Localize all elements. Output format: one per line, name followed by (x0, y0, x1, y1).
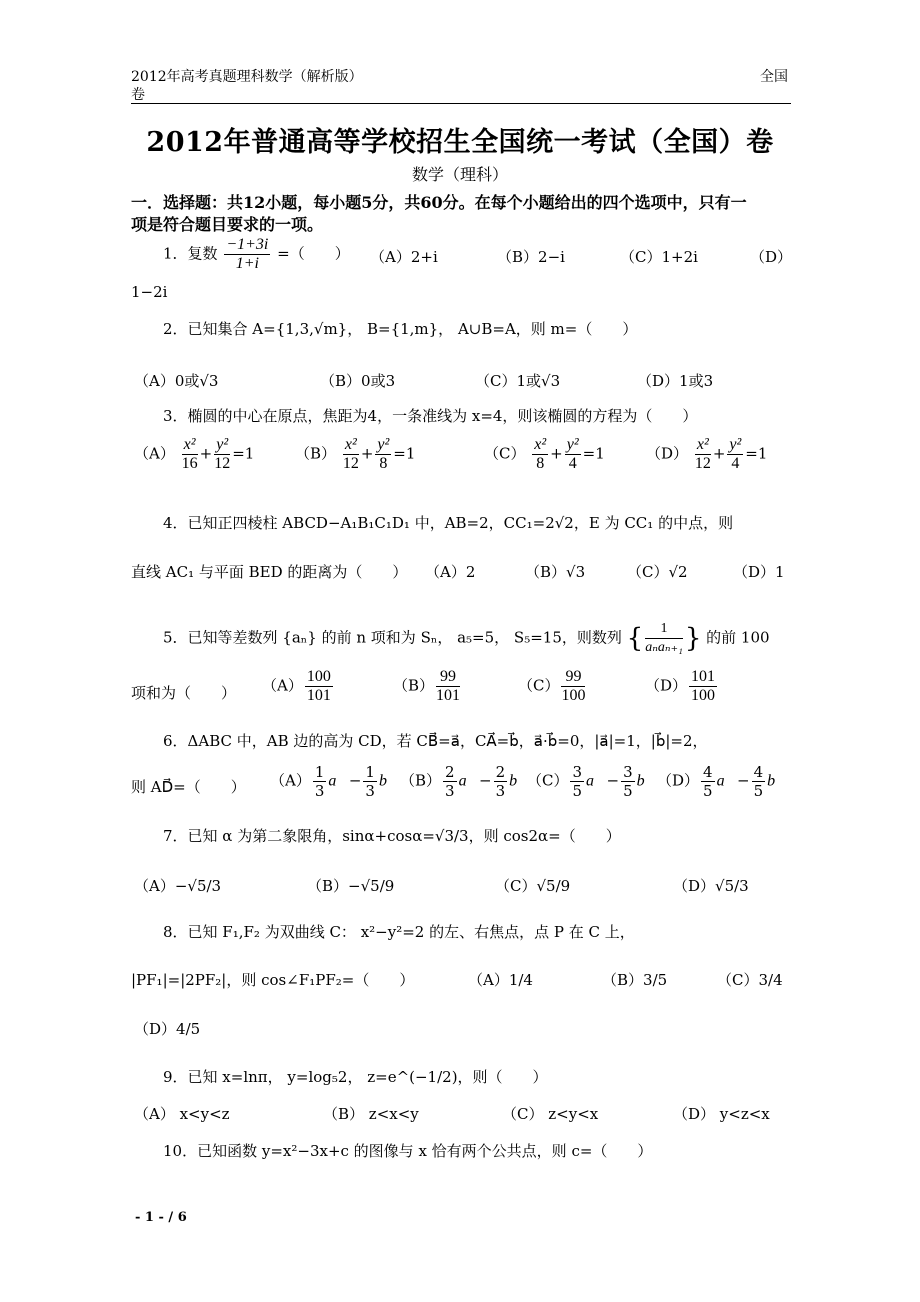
q1-suffix: =（ ） (277, 244, 350, 263)
q8-option-c: （C）3/4 (717, 971, 783, 989)
q7-option-a: （A）−√5/3 (134, 877, 222, 895)
q6-a-label: （A） (270, 771, 311, 790)
q3-b-n2: y² (377, 436, 390, 453)
q5-option-d (645, 668, 719, 705)
q5-brace-left: { (626, 623, 644, 654)
q9-option-b: （B） z<x<y (323, 1105, 419, 1123)
q9-option-c: （C） z<y<x (502, 1105, 599, 1123)
q3-b-label: （B） (295, 444, 337, 463)
q5-a-d: 101 (306, 687, 331, 704)
q5-d-n: 101 (691, 668, 716, 685)
q2-option-b: （B）0或3 (320, 372, 396, 390)
q5-a-label: （A） (262, 676, 303, 695)
question-10: 10．已知函数 y=x²−3x+c 的图像与 x 恰有两个公共点，则 c=（ ） (163, 1142, 653, 1160)
q1-option-c: （C）1+2i (620, 248, 698, 266)
question-6-line1: 6．ΔABC 中，AB 边的高为 CD，若 CB⃗=a⃗，CA⃗=b⃗，a⃗·b⃗=0，|a⃗|=1，|b⃗|=2， (163, 732, 708, 750)
q1-option-d-value: 1−2i (131, 283, 168, 301)
q6-a-va: a⃗ (328, 772, 349, 790)
q7-option-c: （C）√5/9 (495, 877, 571, 895)
q5-c-label: （C） (518, 676, 560, 695)
q6-d-n2: 4 (753, 763, 764, 781)
q6-c-d2: 5 (623, 782, 633, 800)
header-title: 2012年高考真题理科数学（解析版） (131, 69, 363, 85)
q6-c-vb: b⃗ (636, 772, 658, 790)
q1-option-b: （B）2−i (497, 248, 565, 266)
question-4-line1: 4．已知正四棱柱 ABCD−A₁B₁C₁D₁ 中，AB=2，CC₁=2√2，E 为 CC₁ 的中点，则 (163, 514, 734, 532)
q6-a-minus: − (348, 771, 362, 790)
q8-option-a: （A）1/4 (468, 971, 533, 989)
q1-fraction (224, 236, 270, 273)
question-4-line2: 直线 AC₁ 与平面 BED 的距离为（ ） (131, 563, 408, 581)
q6-a-n2: 1 (365, 763, 375, 781)
q6-c-minus: − (606, 771, 620, 790)
q6-d-minus: − (737, 771, 750, 790)
q6-c-n2: 3 (623, 763, 633, 781)
q3-d-n2: y² (729, 436, 742, 453)
q6-b-n1: 2 (445, 763, 455, 781)
q5-b-d: 101 (436, 687, 461, 704)
q3-a-d2: 12 (214, 455, 231, 472)
q6-b-d1: 3 (445, 782, 455, 800)
q3-c-label: （C） (484, 444, 526, 463)
q4-option-a: （A）2 (425, 563, 476, 581)
q6-b-va: a⃗ (458, 772, 480, 790)
header-rule (131, 103, 791, 104)
q3-option-b: （B） $\frac{\text{x²}}{12}$ + $\frac{\text{y²}}{8}$ =1 (295, 436, 416, 472)
question-8-line2: |PF₁|=|2PF₂|，则 cos∠F₁PF₂=（ ） (131, 971, 415, 989)
q5-frac-num: 1 (645, 620, 683, 639)
q7-option-d: （D）√5/3 (673, 877, 749, 895)
q6-d-label: （D） (657, 771, 700, 790)
q1-prefix: 1．复数 (163, 244, 218, 263)
question-6-line2: 则 AD⃗=（ ） (131, 778, 246, 796)
q3-a-n2: y² (214, 436, 230, 455)
question-7: 7．已知 α 为第二象限角，sinα+cosα=√3/3，则 cos2α=（ ） (163, 827, 621, 845)
page-subtitle: 数学（理科） (411, 165, 508, 184)
header-region: 全国 (760, 69, 788, 85)
question-5 (163, 620, 770, 657)
page-title: 2012年普通高等学校招生全国统一考试（全国）卷 (146, 127, 774, 158)
q2-option-a: （A）0或√3 (134, 372, 219, 390)
q6-option-c (527, 763, 657, 800)
q3-b-d2: 8 (379, 455, 388, 472)
q5-option-a (262, 668, 335, 705)
question-5-line2: 项和为（ ） (131, 684, 237, 702)
q1-option-d-label: （D） (750, 248, 793, 266)
q5-frac-den: aₙaₙ₊₁ (645, 640, 683, 655)
q6-b-minus: − (479, 771, 492, 790)
q3-a-label: （A） (134, 444, 175, 463)
q8-option-d: （D）4/5 (134, 1020, 201, 1038)
q3-d-eq: =1 (745, 444, 768, 463)
q3-d-n1: x² (695, 436, 711, 455)
q3-d-d1: 12 (694, 455, 711, 472)
question-9: 9．已知 x=lnπ， y=log₅2， z=e^(−1/2)，则（ ） (163, 1068, 548, 1086)
page-number: - 1 - / 6 (135, 1210, 187, 1225)
q1-num: −1+3i (226, 236, 269, 253)
q6-b-vb: b⃗ (509, 772, 530, 790)
q6-d-n1: 4 (703, 763, 713, 781)
header-title-cont: 卷 (131, 87, 145, 103)
question-1 (163, 236, 350, 273)
q9-option-d: （D） y<z<x (673, 1105, 770, 1123)
q6-d-d1: 5 (703, 782, 713, 800)
q3-a-d1: 16 (181, 455, 198, 472)
q5-a-n: 100 (306, 668, 331, 685)
q3-option-d: （D） $\frac{\text{x²}}{12}$ + $\frac{\text{y²}}{4}$ =1 (646, 436, 768, 472)
q5-d-label: （D） (645, 676, 688, 695)
q3-c-d1: 8 (536, 455, 545, 472)
q1-option-a: （A）2+i (370, 248, 438, 266)
q6-c-n1: 3 (572, 763, 583, 781)
q6-a-d2: 3 (365, 782, 375, 800)
question-8-line1: 8．已知 F₁,F₂ 为双曲线 C： x²−y²=2 的左、右焦点，点 P 在 C 上， (163, 923, 635, 941)
q6-option-b (400, 763, 530, 800)
q6-c-va: a⃗ (586, 772, 607, 790)
q3-a-eq: =1 (232, 444, 255, 463)
q6-a-vb: b⃗ (378, 772, 400, 790)
q3-option-c: （C） $\frac{\text{x²}}{8}$ + $\frac{\text{y²}}{4}$ =1 (484, 436, 605, 472)
q6-d-va: a⃗ (716, 772, 738, 790)
q3-c-eq: =1 (582, 444, 605, 463)
q3-b-d1: 12 (342, 455, 359, 472)
q3-d-label: （D） (646, 444, 689, 463)
q6-d-vb: b⃗ (767, 772, 788, 790)
q5-option-b (393, 668, 462, 705)
q5-d-d: 100 (691, 687, 716, 704)
q6-b-n2: 2 (495, 763, 506, 781)
q5-suffix: 的前 100 (706, 628, 770, 647)
q3-c-d2: 4 (568, 455, 577, 472)
q2-option-d: （D）1或3 (637, 372, 714, 390)
q3-d-d2: 4 (731, 455, 740, 472)
q3-a-n1: x² (182, 436, 198, 455)
q6-b-label: （B） (400, 771, 442, 790)
q5-option-c (518, 668, 587, 705)
q6-c-d1: 5 (572, 782, 583, 800)
q6-option-d (657, 763, 788, 800)
q1-den: 1+i (235, 255, 259, 272)
q8-option-b: （B）3/5 (602, 971, 668, 989)
q9-option-a: （A） x<y<z (134, 1105, 230, 1123)
q4-option-c: （C）√2 (627, 563, 688, 581)
q3-option-a: （A） $\frac{\text{x²}}{16}$ + $\frac{\text{y²}}{12}$ =1 (134, 436, 255, 472)
q5-b-label: （B） (393, 676, 435, 695)
q2-option-c: （C）1或√3 (475, 372, 561, 390)
q6-option-a (270, 763, 399, 800)
q5-b-n: 99 (436, 668, 460, 687)
q5-c-n: 99 (561, 668, 585, 687)
q6-a-d1: 3 (314, 782, 325, 800)
section-heading: 一．选择题：共12小题，每小题5分，共60分。在每个小题给出的四个选项中，只有一 (131, 193, 747, 212)
question-3: 3．椭圆的中心在原点，焦距为4，一条准线为 x=4，则该椭圆的方程为（ ） (163, 407, 698, 425)
q4-option-b: （B）√3 (525, 563, 586, 581)
q7-option-b: （B）−√5/9 (307, 877, 395, 895)
q5-brace-right: } (684, 623, 702, 654)
q4-option-d: （D）1 (733, 563, 785, 581)
q6-d-d2: 5 (753, 782, 764, 800)
section-heading-cont: 项是符合题目要求的一项。 (131, 215, 324, 234)
q6-a-n1: 1 (314, 763, 325, 781)
q3-c-n2: y² (566, 436, 579, 453)
q5-c-d: 100 (561, 687, 586, 704)
q6-b-d2: 3 (495, 782, 506, 800)
q3-b-n1: x² (343, 436, 359, 455)
q6-c-label: （C） (527, 771, 569, 790)
q3-c-n1: x² (534, 436, 547, 453)
q3-b-eq: =1 (393, 444, 416, 463)
q5-text: 5．已知等差数列 {aₙ} 的前 n 项和为 Sₙ， a₅=5， S₅=15，则数列 (163, 628, 622, 647)
question-2: 2．已知集合 A={1,3,√m}， B={1,m}， A∪B=A，则 m=（ ） (163, 320, 638, 338)
